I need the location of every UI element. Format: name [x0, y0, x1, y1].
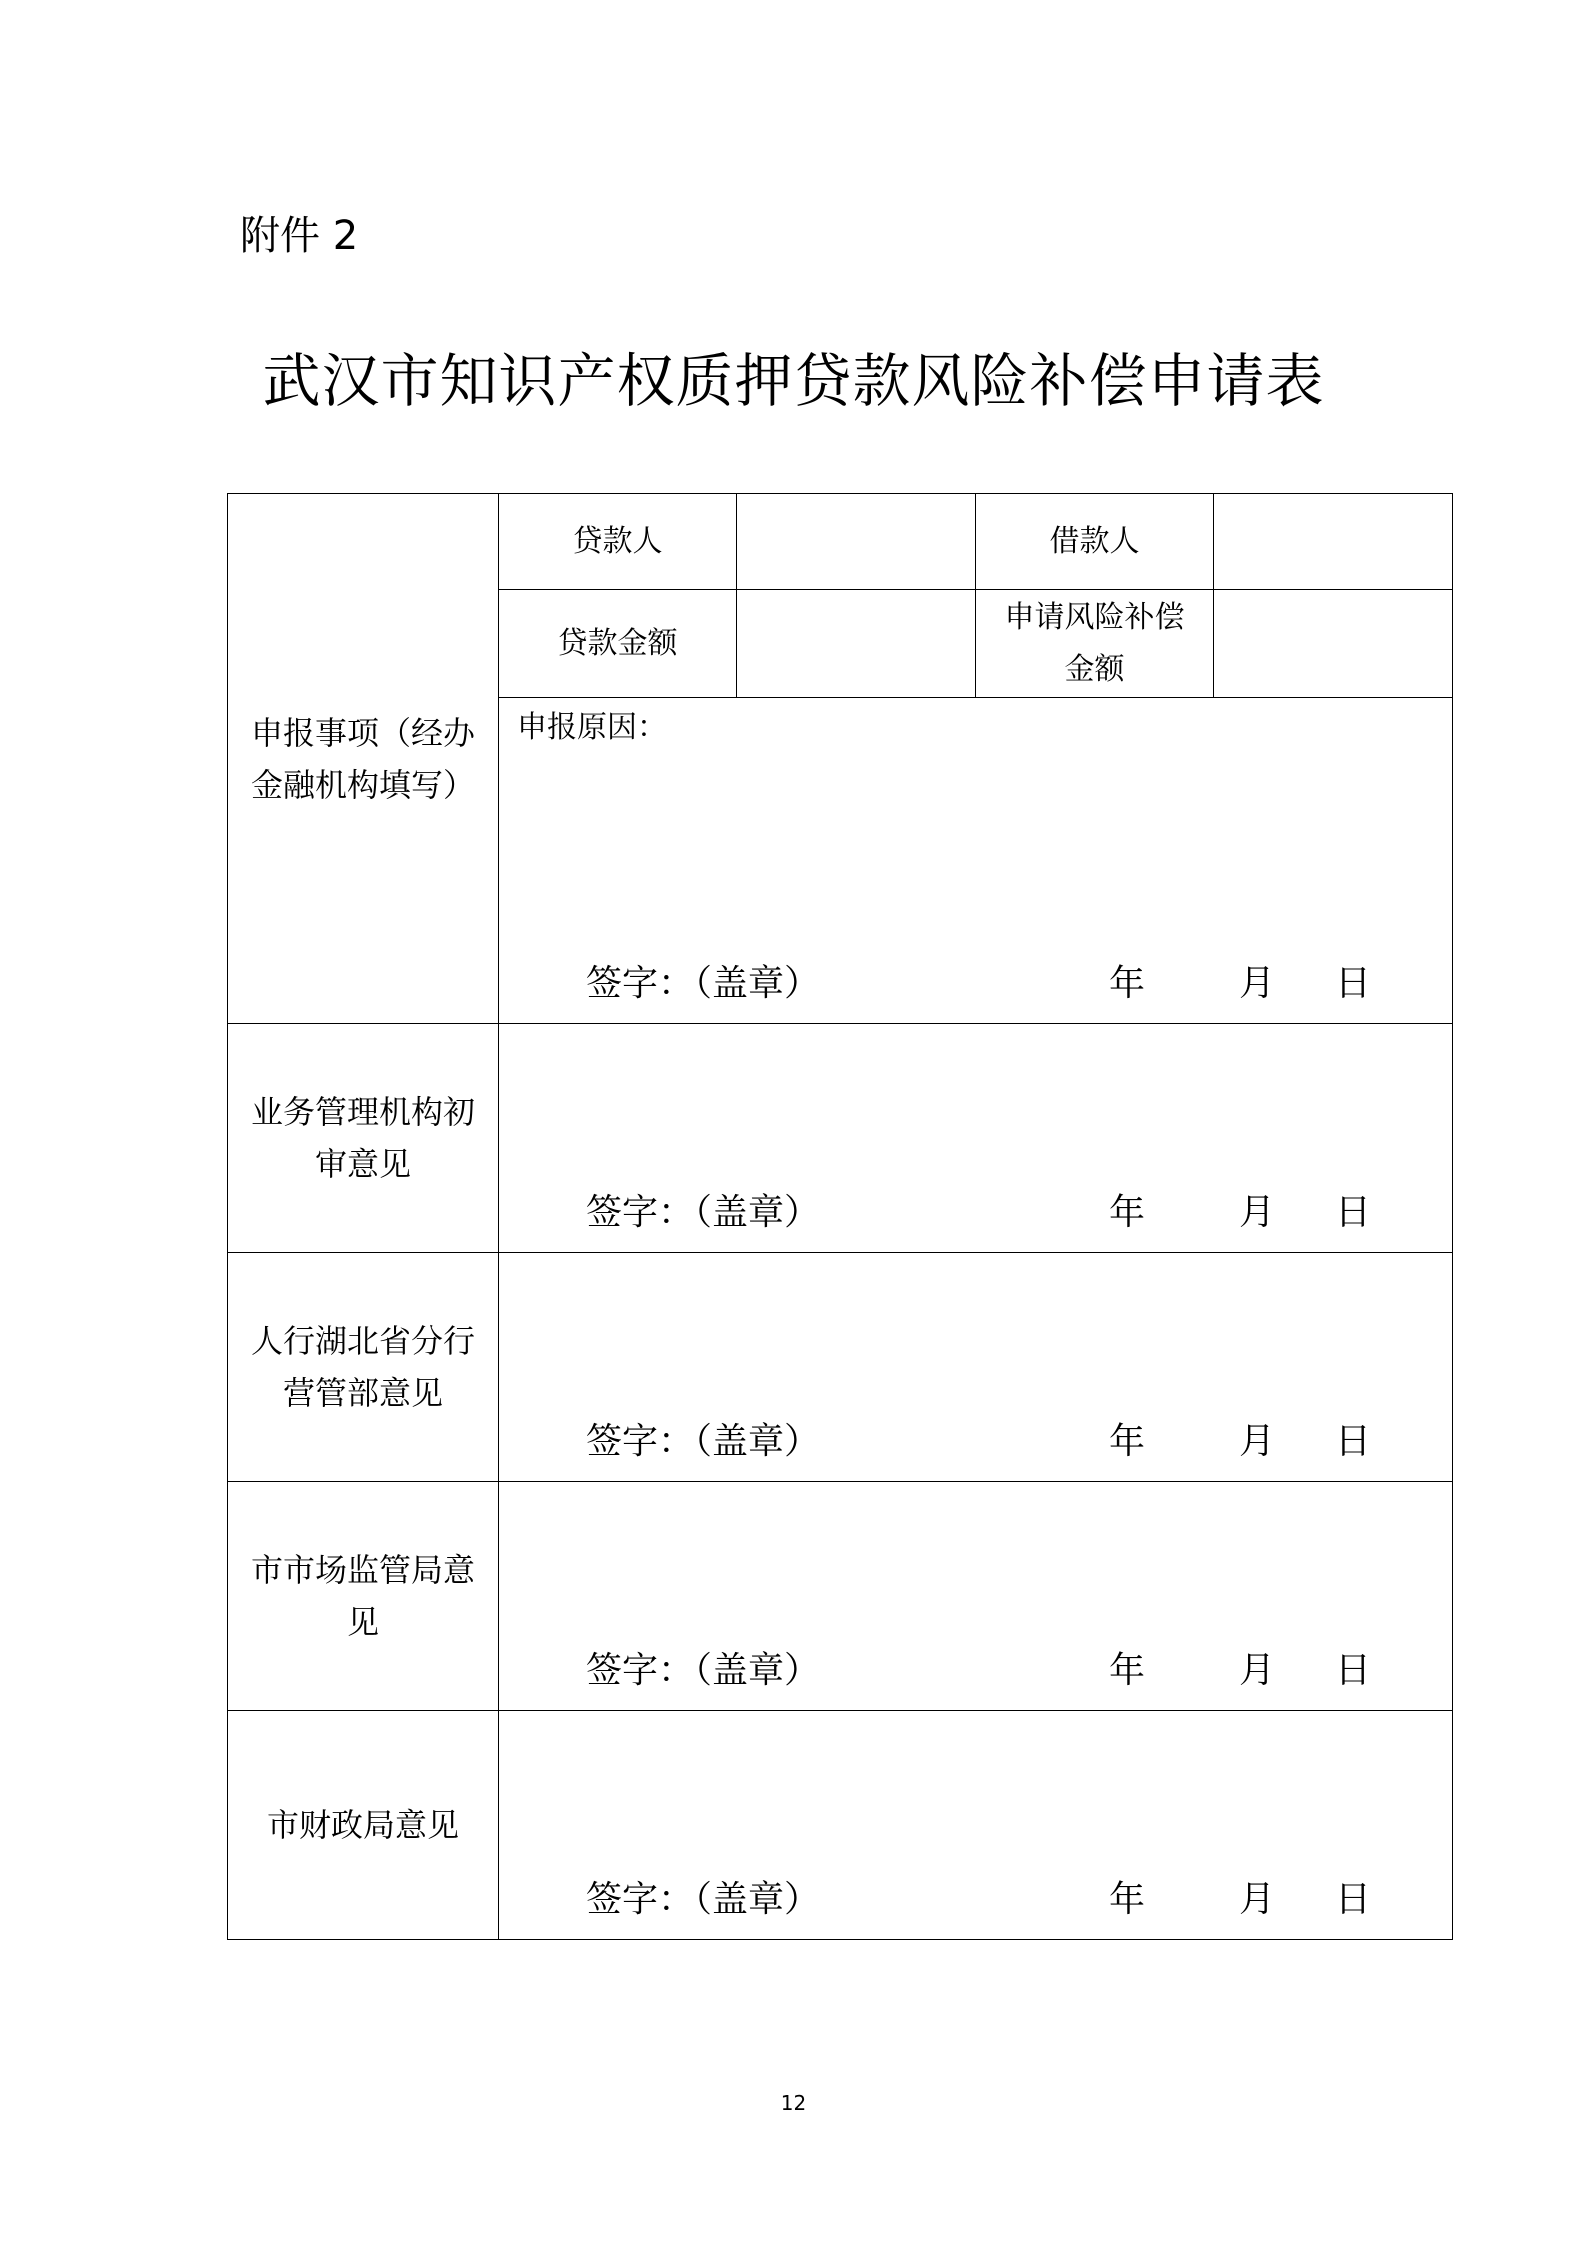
signature-line	[499, 1646, 1452, 1696]
reason-field[interactable]	[499, 698, 1453, 1024]
signature-label: 签字：（盖章）	[586, 1650, 821, 1691]
signature-line	[499, 959, 1452, 1009]
compensation-amount-label: 申请风险补偿金额	[976, 590, 1214, 698]
signature-year: 年	[1109, 963, 1146, 1004]
borrower-label: 借款人	[976, 494, 1214, 590]
signature-line	[499, 1875, 1452, 1925]
opinion-section-label: 市财政局意见	[228, 1711, 499, 1940]
signature-month: 月	[1239, 1192, 1276, 1233]
signature-label: 签字：（盖章）	[586, 1421, 821, 1462]
signature-month: 月	[1239, 1879, 1276, 1920]
signature-label: 签字：（盖章）	[586, 1192, 821, 1233]
opinion-section-label: 市市场监管局意见	[228, 1482, 499, 1711]
signature-label: 签字：（盖章）	[586, 1879, 821, 1920]
signature-month: 月	[1239, 963, 1276, 1004]
opinion-field[interactable]	[499, 1024, 1453, 1253]
opinion-row	[228, 1253, 1453, 1482]
lender-label: 贷款人	[499, 494, 737, 590]
lender-value-field[interactable]	[737, 494, 976, 590]
signature-month: 月	[1239, 1650, 1276, 1691]
signature-year: 年	[1109, 1650, 1146, 1691]
signature-year: 年	[1109, 1421, 1146, 1462]
opinion-field[interactable]	[499, 1253, 1453, 1482]
declaration-section-label: 申报事项（经办金融机构填写）	[228, 494, 499, 1024]
signature-line	[499, 1417, 1452, 1467]
signature-year: 年	[1109, 1879, 1146, 1920]
loan-amount-field[interactable]	[737, 590, 976, 698]
signature-day: 日	[1335, 1650, 1372, 1691]
borrower-value-field[interactable]	[1214, 494, 1453, 590]
attachment-label: 附件 2	[240, 213, 359, 259]
page-number: 12	[780, 2091, 807, 2115]
lender-borrower-row	[228, 494, 1453, 590]
opinion-field[interactable]	[499, 1482, 1453, 1711]
application-form-table	[227, 493, 1453, 1940]
reason-label: 申报原因：	[517, 710, 667, 745]
signature-year: 年	[1109, 1192, 1146, 1233]
signature-month: 月	[1239, 1421, 1276, 1462]
opinion-row	[228, 1482, 1453, 1711]
compensation-amount-field[interactable]	[1214, 590, 1453, 698]
loan-amount-label: 贷款金额	[499, 590, 737, 698]
signature-line	[499, 1188, 1452, 1238]
opinion-row	[228, 1711, 1453, 1940]
signature-day: 日	[1335, 1879, 1372, 1920]
opinion-row	[228, 1024, 1453, 1253]
signature-day: 日	[1335, 963, 1372, 1004]
opinion-field[interactable]	[499, 1711, 1453, 1940]
opinion-section-label: 业务管理机构初审意见	[228, 1024, 499, 1253]
signature-day: 日	[1335, 1192, 1372, 1233]
document-title: 武汉市知识产权质押贷款风险补偿申请表	[262, 347, 1325, 415]
opinion-section-label: 人行湖北省分行营管部意见	[228, 1253, 499, 1482]
signature-label: 签字：（盖章）	[586, 963, 821, 1004]
signature-day: 日	[1335, 1421, 1372, 1462]
